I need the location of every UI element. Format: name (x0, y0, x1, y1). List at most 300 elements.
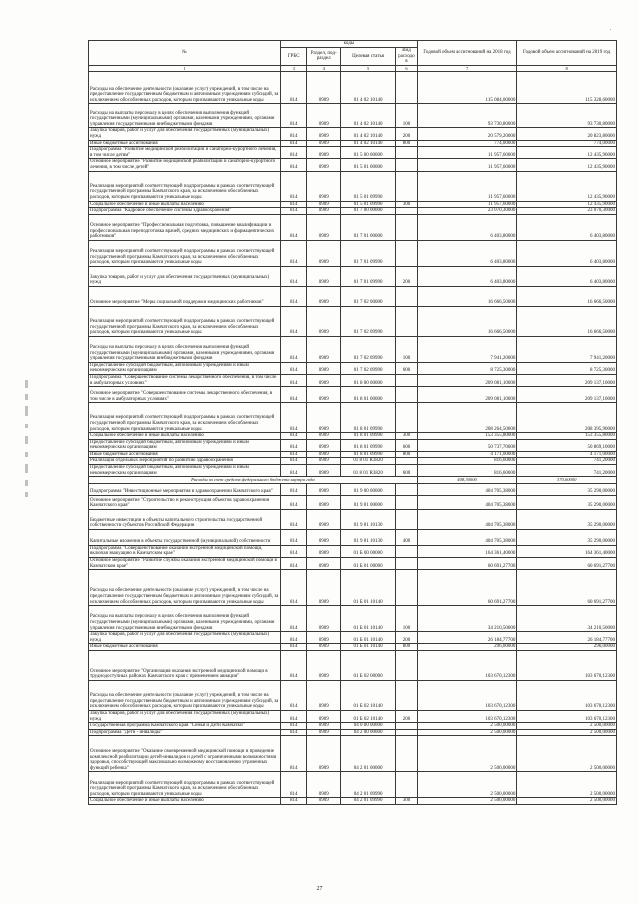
row-target: 04 2 01 09990 (340, 772, 395, 798)
table-row (89, 439, 617, 451)
row-type (396, 729, 418, 736)
table-row (89, 214, 617, 240)
row-section: 0909 (307, 711, 341, 723)
row-type: 200 (396, 128, 418, 140)
row-type (396, 570, 418, 606)
row-name: Капитальные вложения в объекты государственной (муниципальной) собственности (89, 529, 281, 545)
amount-2019: 12 435,90000 (517, 147, 617, 159)
row-name: Социальное обеспечение и иные выплаты населению (89, 201, 281, 208)
header-index-1: 1 (89, 65, 281, 72)
row-grbs: 814 (281, 458, 307, 465)
row-section: 0909 (307, 266, 341, 286)
row-target: 04 2 01 00000 (340, 736, 395, 772)
row-grbs: 814 (281, 433, 307, 440)
row-name: Расходы на выплаты персоналу в целях обеспечения выполнения функций государственными (муниципальными) органами, казенными учреждениями, органами управления государственными внебюджетными фондами (89, 336, 281, 362)
table-row (89, 147, 617, 159)
row-target: 01 8 01 R3820 (340, 465, 395, 477)
row-name: Закупка товаров, работ и услуг для обеспечения государственных (муниципальных) нужд (89, 128, 281, 140)
row-section: 0909 (307, 387, 341, 403)
amount-2019: 35 290,00000 (517, 483, 617, 495)
row-name: Подпрограмма "Развитие медицинской реабилитации и санаторно-курортного лечения, в том числе детям" (89, 147, 281, 159)
row-target: 01 8 00 00000 (340, 374, 395, 386)
amount-2018: 16 666,50000 (417, 286, 517, 306)
row-section: 0909 (307, 159, 341, 171)
row-section: 0909 (307, 729, 341, 736)
amount-2019: 12 435,90000 (517, 201, 617, 208)
row-type (396, 772, 418, 798)
amount-2019: 296,00000 (517, 644, 617, 651)
header-2019: Годовой объем ассигнований на 2019 год (517, 41, 617, 66)
row-target: 01 8 01 09990 (340, 403, 395, 433)
amount-2018: 2 500,00000 (417, 736, 517, 772)
amount-2018: 11 957,60000 (417, 171, 517, 201)
row-grbs: 814 (281, 632, 307, 644)
amount-2019: 208 395,90000 (517, 403, 617, 433)
row-target: 01 5 01 09990 (340, 201, 395, 208)
row-grbs: 814 (281, 140, 307, 147)
row-grbs: 814 (281, 465, 307, 477)
row-name: Основное мероприятие "Организация оказания экстренной медицинской помощи в труднодоступных районах Камчатского края с применением авиации" (89, 651, 281, 681)
amount-2019: 2 500,00000 (517, 798, 617, 805)
row-grbs: 814 (281, 362, 307, 374)
row-type (396, 558, 418, 570)
table-row (89, 606, 617, 632)
row-type (396, 306, 418, 336)
table-row (89, 644, 617, 651)
table-row (89, 723, 617, 730)
amount-2018: 153 355,80000 (417, 433, 517, 440)
row-target: 01 4 02 10140 (340, 104, 395, 128)
row-type (396, 286, 418, 306)
row-grbs: 814 (281, 570, 307, 606)
row-section: 0909 (307, 439, 341, 451)
row-name: Подпрограмма "Инвестиционные мероприятия в здравоохранении Камчатского края" (89, 483, 281, 495)
row-grbs: 814 (281, 147, 307, 159)
row-section: 0909 (307, 736, 341, 772)
row-section: 0909 (307, 128, 341, 140)
row-name: Реализация мероприятий соответствующей подпрограммы в рамках соответствующей государственной программы Камчатского края, за исключением обособленных расходов, которым присваиваются уникальные коды (89, 403, 281, 433)
row-section: 0909 (307, 458, 341, 465)
amount-2019: 4 171,00000 (517, 451, 617, 458)
row-type: 200 (396, 266, 418, 286)
table-row (89, 240, 617, 266)
amount-2019: 741,20000 (517, 458, 617, 465)
row-name: Социальное обеспечение и иные выплаты населению (89, 798, 281, 805)
amount-2018: 4 171,00000 (417, 451, 517, 458)
row-target: 01 9 01 10130 (340, 509, 395, 529)
amount-2019: 209 137,10000 (517, 374, 617, 386)
table-row (89, 570, 617, 606)
row-name: Расходы на выплаты персоналу в целях обеспечения выполнения функций государственными (муниципальными) органами, казенными учреждениями, органами управления государственными внебюджетными фондами (89, 104, 281, 128)
row-name: Основное мероприятие "Профессиональная подготовка, повышение квалификации и профессиональная переподготовка врачей, средних медицинских и фармацевтических работников" (89, 214, 281, 240)
row-section: 0909 (307, 362, 341, 374)
row-type (396, 736, 418, 772)
row-grbs: 814 (281, 104, 307, 128)
row-name: Закупка товаров, работ и услуг для обеспечения государственных (муниципальных) нужд (89, 632, 281, 644)
row-target: 01 8 01 R3820 (340, 458, 395, 465)
row-section: 0909 (307, 681, 341, 711)
row-type (396, 509, 418, 529)
row-type (396, 681, 418, 711)
amount-2018: 50 737,70000 (417, 439, 517, 451)
row-target: 01 Б 01 10140 (340, 570, 395, 606)
table-row (89, 403, 617, 433)
row-name: Реализация мероприятий соответствующей подпрограммы в рамках соответствующей государственной программы Камчатского края, за исключением обособленных расходов, которым присваиваются уникальные коды (89, 171, 281, 201)
row-target: 01 7 01 09990 (340, 240, 395, 266)
row-name: Расходы на обеспечение деятельности (оказание услуг) учреждений, в том числе на предоставление государственным бюджетным и автономным учреждениям субсидий, за исключением обособленных расходов, которым присваиваются уникальные коды (89, 72, 281, 104)
row-target: 01 Б 01 00000 (340, 558, 395, 570)
amount-2018: 23 070,30000 (417, 208, 517, 215)
row-grbs: 814 (281, 439, 307, 451)
table-body (89, 72, 617, 805)
amount-2018: 774,00000 (417, 140, 517, 147)
table-row (89, 509, 617, 529)
amount-2018: 16 666,50000 (417, 306, 517, 336)
row-name: Расходы на обеспечение деятельности (оказание услуг) учреждений, в том числе на предоставление государственным бюджетным и автономным учреждениям субсидий, за исключением обособленных расходов, которым присваиваются уникальные коды (89, 570, 281, 606)
row-grbs: 814 (281, 403, 307, 433)
amount-2019: 103 670,12300 (517, 681, 617, 711)
row-target: 01 4 02 10140 (340, 128, 395, 140)
row-grbs: 814 (281, 266, 307, 286)
table-row (89, 529, 617, 545)
table-row (89, 362, 617, 374)
header-no: № (89, 41, 281, 66)
row-grbs: 814 (281, 240, 307, 266)
header-section: Раздел, под-раздел (307, 48, 341, 66)
row-grbs: 814 (281, 483, 307, 495)
row-name: Реализация мероприятий соответствующей подпрограммы в рамках соответствующей государственной программы Камчатского края, за исключением обособленных расходов, которым присваиваются уникальные коды (89, 772, 281, 798)
row-type: 200 (396, 711, 418, 723)
table-row (89, 458, 617, 465)
row-section: 0909 (307, 606, 341, 632)
row-section: 0909 (307, 798, 341, 805)
row-grbs: 814 (281, 644, 307, 651)
row-target: 01 9 00 00000 (340, 483, 395, 495)
row-type: 800 (396, 451, 418, 458)
table-row (89, 433, 617, 440)
row-section: 0909 (307, 509, 341, 529)
header-index-row (89, 65, 617, 72)
row-target: 01 8 01 09990 (340, 451, 395, 458)
row-grbs: 814 (281, 451, 307, 458)
row-type (396, 208, 418, 215)
row-name: Основное мероприятие "Оказание своевременной медицинской помощи и проведение комплексной реабилитации детей-инвалидов и детей с ограниченными возможностями здоровья, способствующей максимально возможному восстановлению утраченных функций ребенка" (89, 736, 281, 772)
amount-2019: 35 290,00000 (517, 509, 617, 529)
row-target: 01 8 01 09990 (340, 439, 395, 451)
row-type: 300 (396, 798, 418, 805)
row-section: 0909 (307, 171, 341, 201)
row-grbs: 814 (281, 558, 307, 570)
row-section: 0909 (307, 336, 341, 362)
row-name: Предоставление субсидий бюджетным, автономным учреждениям и иным некоммерческим организациям (89, 439, 281, 451)
row-name: Закупка товаров, работ и услуг для обеспечения государственных (муниципальных) нужд (89, 266, 281, 286)
row-grbs: 814 (281, 509, 307, 529)
row-type: 100 (396, 336, 418, 362)
row-section: 0909 (307, 72, 341, 104)
amount-2018: 7 941,20000 (417, 336, 517, 362)
amount-2019: 2 500,00000 (517, 772, 617, 798)
row-grbs: 814 (281, 529, 307, 545)
row-type (396, 495, 418, 509)
row-grbs: 814 (281, 387, 307, 403)
table-row (89, 374, 617, 386)
row-grbs: 814 (281, 171, 307, 201)
row-target: 01 7 02 00000 (340, 286, 395, 306)
row-type: 200 (396, 632, 418, 644)
amount-2019: 2 500,00000 (517, 729, 617, 736)
row-section: 0909 (307, 140, 341, 147)
row-name: Предоставление субсидий бюджетным, автономным учреждениям и иным некоммерческим организациям (89, 362, 281, 374)
table-row (89, 201, 617, 208)
page-number: 27 (316, 886, 323, 892)
row-name: Подпрограмма "Дети - инвалиды" (89, 729, 281, 736)
row-section: 0909 (307, 545, 341, 557)
row-target: 01 8 01 00000 (340, 387, 395, 403)
amount-2018: 60 691,27700 (417, 570, 517, 606)
table-row (89, 72, 617, 104)
row-grbs: 814 (281, 545, 307, 557)
row-type: 100 (396, 606, 418, 632)
margin-stamp-icon (24, 380, 30, 500)
amount-2019: 370,60000 (517, 477, 617, 484)
row-name: Социальное обеспечение и иные выплаты населению (89, 433, 281, 440)
header-type: Вид расходов (396, 48, 418, 66)
amount-2018: 103 670,12300 (417, 711, 517, 723)
table-row (89, 798, 617, 805)
amount-2018: 164 361,40000 (417, 545, 517, 557)
amount-2018: 209 081,10000 (417, 387, 517, 403)
header-index-7: 7 (417, 65, 517, 72)
row-name: Предоставление субсидий бюджетным, автономным учреждениям и иным некоммерческим организациям (89, 465, 281, 477)
row-type: 300 (396, 433, 418, 440)
row-section: 0909 (307, 286, 341, 306)
amount-2018: 209 081,10000 (417, 374, 517, 386)
row-type (396, 159, 418, 171)
row-grbs: 814 (281, 606, 307, 632)
amount-2019: 153 355,80000 (517, 433, 617, 440)
row-grbs: 814 (281, 336, 307, 362)
header-grbs: ГРБС (281, 48, 307, 66)
row-target: 01 4 02 10140 (340, 72, 395, 104)
row-type (396, 147, 418, 159)
amount-2019: 741,20000 (517, 465, 617, 477)
amount-2018: 60 691,27700 (417, 558, 517, 570)
row-section: 0909 (307, 208, 341, 215)
amount-2019: 103 670,12300 (517, 651, 617, 681)
row-name: Подпрограмма "Совершенствование оказания экстренной медицинской помощи, включая эвакуацию в Камчатском крае" (89, 545, 281, 557)
row-type (396, 458, 418, 465)
amount-2018: 404 705,38000 (417, 483, 517, 495)
row-name: Реализация мероприятий соответствующей подпрограммы в рамках соответствующей государственной программы Камчатского края, за исключением обособленных расходов, которым присваиваются уникальные коды (89, 306, 281, 336)
table-row (89, 208, 617, 215)
header-index-6: 6 (396, 65, 418, 72)
amount-2019: 60 691,27700 (517, 558, 617, 570)
row-target: 01 9 01 10130 (340, 529, 395, 545)
row-name: Реализация мероприятий соответствующей подпрограммы в рамках соответствующей государственной программы Камчатского края, за исключением обособленных расходов, которым присваиваются уникальные коды (89, 240, 281, 266)
row-target: 04 2 01 09990 (340, 798, 395, 805)
row-name: Подпрограмма "Совершенствование системы лекарственного обеспечения, в том числе в амбулаторных условиях" (89, 374, 281, 386)
row-section: 0909 (307, 433, 341, 440)
amount-2018: 404 705,38000 (417, 509, 517, 529)
amount-2018: 11 957,60000 (417, 159, 517, 171)
amount-2019: 6 403,80000 (517, 266, 617, 286)
table-row (89, 140, 617, 147)
row-target: 01 9 01 00000 (340, 495, 395, 509)
table-row (89, 651, 617, 681)
table-row (89, 104, 617, 128)
table-row (89, 545, 617, 557)
row-section: 0909 (307, 772, 341, 798)
table-row (89, 736, 617, 772)
table-row (89, 465, 617, 477)
row-section: 0909 (307, 240, 341, 266)
row-name: Иные бюджетные ассигнования (89, 644, 281, 651)
row-grbs: 814 (281, 208, 307, 215)
amount-2018: 8 725,30000 (417, 362, 517, 374)
table-row (89, 286, 617, 306)
amount-2018: 103 670,12300 (417, 651, 517, 681)
row-grbs: 814 (281, 201, 307, 208)
table-row (89, 336, 617, 362)
table-row (89, 306, 617, 336)
row-section: 0909 (307, 651, 341, 681)
row-grbs: 814 (281, 723, 307, 730)
amount-2019: 774,00000 (517, 140, 617, 147)
row-section: 0909 (307, 104, 341, 128)
table-row (89, 772, 617, 798)
row-type (396, 403, 418, 433)
header-2018: Годовой объем ассигнований на 2018 год (417, 41, 517, 66)
amount-2019: 23 070,30000 (517, 208, 617, 215)
amount-2018: 34 210,50000 (417, 606, 517, 632)
row-name: Основное мероприятие "Совершенствование системы лекарственного обеспечения, в том числе в амбулаторных условиях" (89, 387, 281, 403)
table-row (89, 558, 617, 570)
row-target: 01 8 01 09990 (340, 433, 395, 440)
amount-2018: 26 184,77700 (417, 632, 517, 644)
row-grbs: 814 (281, 286, 307, 306)
amount-2019: 35 290,00000 (517, 529, 617, 545)
row-grbs: 814 (281, 736, 307, 772)
row-type: 600 (396, 439, 418, 451)
row-target: 01 5 01 09990 (340, 171, 395, 201)
row-type: 600 (396, 465, 418, 477)
row-name: Государственная программа Камчатского края "Семья и Дети Камчатки" (89, 723, 281, 730)
header-target: Целевая статья (340, 48, 395, 66)
row-section: 0909 (307, 465, 341, 477)
table-header (89, 41, 617, 72)
row-grbs: 814 (281, 374, 307, 386)
amount-2019: 8 725,30000 (517, 362, 617, 374)
row-target: 01 7 02 09990 (340, 336, 395, 362)
row-grbs: 814 (281, 72, 307, 104)
amount-2019: 103 670,12300 (517, 711, 617, 723)
row-name: Основное мероприятие "Строительство и реконструкция объектов здравоохранения Камчатского края" (89, 495, 281, 509)
row-target: 01 7 01 00000 (340, 214, 395, 240)
table-row (89, 451, 617, 458)
header-codes-group: коды (281, 41, 418, 48)
amount-2019: 6 403,80000 (517, 240, 617, 266)
row-name: Основное мероприятие "Меры социальной поддержки медицинских работников" (89, 286, 281, 306)
row-target: 01 7 02 09990 (340, 306, 395, 336)
amount-2018: 6 403,80000 (417, 266, 517, 286)
row-target: 01 4 02 10140 (340, 140, 395, 147)
table-row (89, 387, 617, 403)
row-target: 01 Б 01 10140 (340, 632, 395, 644)
amount-2018: 816,60000 (417, 465, 517, 477)
row-grbs: 814 (281, 128, 307, 140)
amount-2018: 2 500,00000 (417, 798, 517, 805)
row-section: 0909 (307, 374, 341, 386)
row-type (396, 374, 418, 386)
row-target: 01 7 02 09990 (340, 362, 395, 374)
row-type: 100 (396, 104, 418, 128)
table-row (89, 729, 617, 736)
amount-2019: 50 869,10000 (517, 439, 617, 451)
row-name: Основное мероприятие "Развитие службы оказания экстренной медицинской помощи в Камчатском крае" (89, 558, 281, 570)
row-type (396, 387, 418, 403)
row-grbs: 814 (281, 495, 307, 509)
row-type: 800 (396, 140, 418, 147)
row-target: 01 Б 01 10140 (340, 644, 395, 651)
amount-2019: 60 691,27700 (517, 570, 617, 606)
table-row (89, 495, 617, 509)
row-section: 0909 (307, 632, 341, 644)
amount-2018: 2 500,00000 (417, 772, 517, 798)
amount-2019: 35 290,00000 (517, 495, 617, 509)
row-name: Иные бюджетные ассигнования (89, 451, 281, 458)
table-row (89, 128, 617, 140)
row-target: 01 Б 00 00000 (340, 545, 395, 557)
amount-2018: 6 403,80000 (417, 240, 517, 266)
row-name: Подпрограмма "Кадровое обеспечение системы здравоохранения" (89, 208, 281, 215)
row-grbs: 814 (281, 798, 307, 805)
amount-2018: 20 579,20000 (417, 128, 517, 140)
row-target: 04 2 00 00000 (340, 729, 395, 736)
row-grbs: 814 (281, 651, 307, 681)
header-index-3: 3 (281, 65, 307, 72)
amount-2019: 2 500,00000 (517, 723, 617, 730)
row-type: 800 (396, 644, 418, 651)
amount-2019: 115 328,60000 (517, 72, 617, 104)
amount-2018: 2 500,00000 (417, 723, 517, 730)
row-grbs: 814 (281, 681, 307, 711)
row-type (396, 651, 418, 681)
row-type (396, 483, 418, 495)
row-target: 01 5 00 00000 (340, 147, 395, 159)
header-index-5: 5 (340, 65, 395, 72)
row-section: 0909 (307, 483, 341, 495)
row-name: Закупка товаров, работ и услуг для обеспечения государственных (муниципальных) нужд (89, 711, 281, 723)
amount-2018: 93 730,80000 (417, 104, 517, 128)
row-target: 04 0 00 00000 (340, 723, 395, 730)
budget-table (88, 40, 617, 805)
amount-2018: 11 957,60000 (417, 147, 517, 159)
note-row (89, 477, 617, 484)
row-type: 400 (396, 529, 418, 545)
row-section: 0909 (307, 147, 341, 159)
table-row (89, 266, 617, 286)
row-name: Расходы на выплаты персоналу в целях обеспечения выполнения функций государственными (муниципальными) органами, казенными учреждениями, органами управления государственными внебюджетными фондами (89, 606, 281, 632)
amount-2018: 11 957,60000 (417, 201, 517, 208)
row-grbs: 814 (281, 159, 307, 171)
row-name: Реализация отдельных мероприятий по развитию здравоохранения (89, 458, 281, 465)
amount-2019: 6 403,80000 (517, 214, 617, 240)
note-text: Расходы за счет средств федерального бюджета внутри года (89, 477, 418, 484)
amount-2019: 164 361,40000 (517, 545, 617, 557)
amount-2019: 12 435,90000 (517, 171, 617, 201)
row-target: 01 Б 02 00000 (340, 651, 395, 681)
corner-mark: . (610, 26, 612, 32)
